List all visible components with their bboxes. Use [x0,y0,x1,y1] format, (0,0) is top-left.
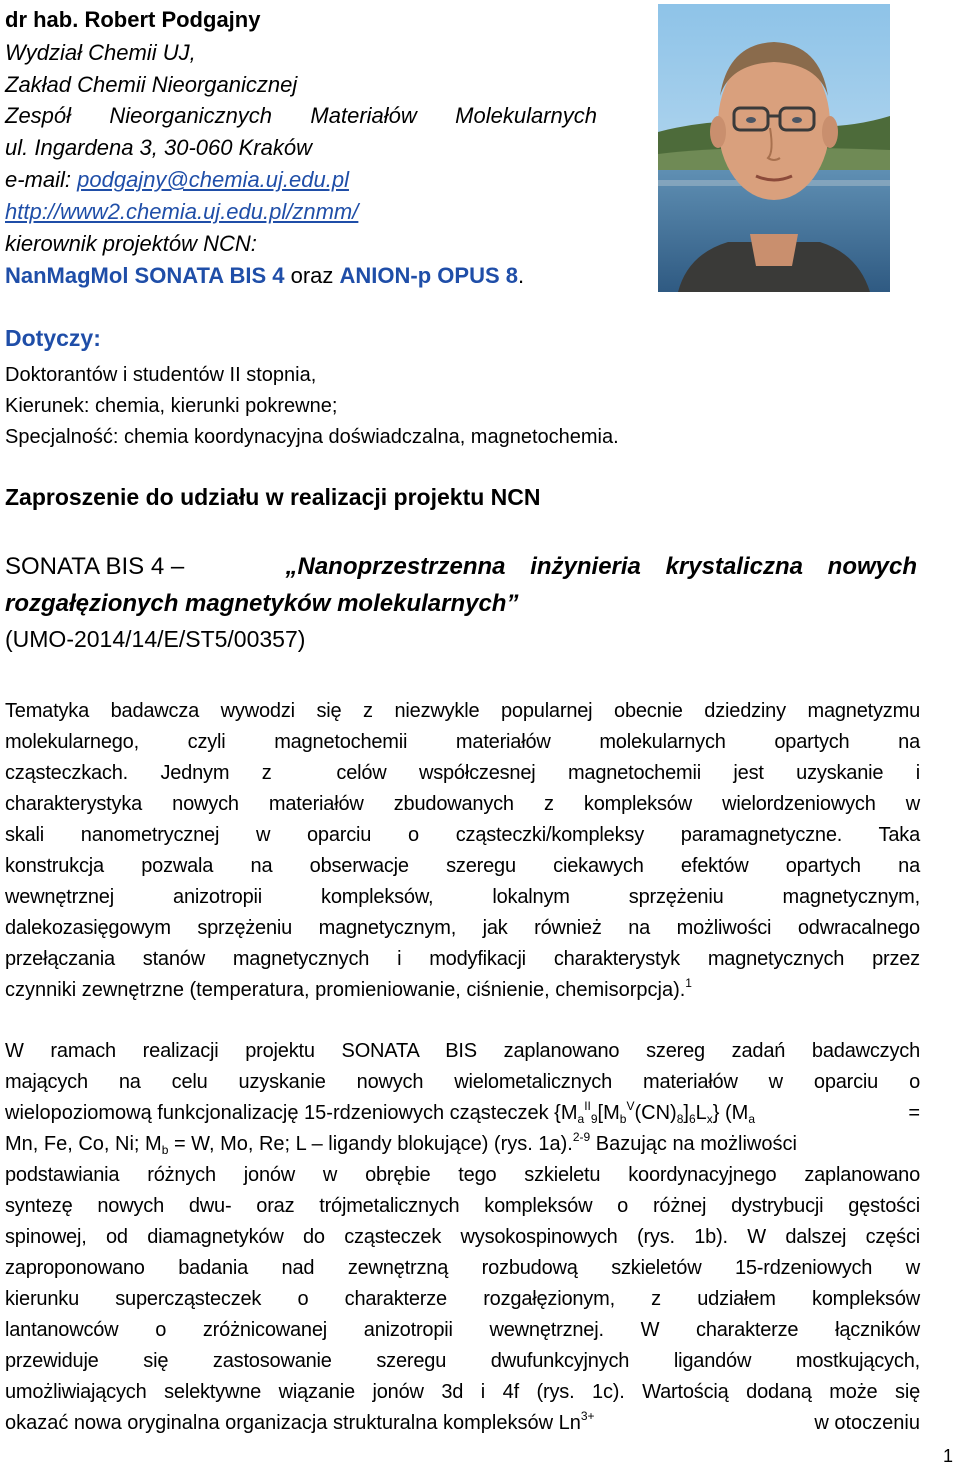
formula-part: = [908,1102,920,1124]
p1-line: Tematyka badawcza wywodzi się z niezwykle popularnej obecnie dziedziny magnetyzmu [5,700,920,722]
formula-part: ] [683,1102,689,1124]
website-link[interactable]: http://www2.chemia.uj.edu.pl/znmm/ [5,199,359,224]
p1-line: cząsteczkach. Jednym z celów współczesnej magnetochemii jest uzyskanie i [5,762,920,784]
subscript: 8 [676,1112,684,1126]
project-title-part-1: „Nanoprzestrzenna inżynieria krystaliczna nowych [285,553,917,580]
footnote-ref: 1 [685,976,692,990]
project-link-opus[interactable]: ANION-p OPUS 8 [339,263,518,288]
p2-line: lantanowców o zróżnicowanej anizotropii wewnętrznej. W charakterze łączników [5,1319,920,1341]
p2-line: podstawiania różnych jonów w obrębie tego szkieletu koordynacyjnego zaplanowano [5,1164,920,1186]
concerns-line-3: Specjalność: chemia koordynacyjna doświadczalna, magnetochemia. [5,426,619,448]
p2-line: umożliwiających selektywne wiązanie jonów 3d i 4f (rys. 1c). Wartością dodaną może się [5,1381,920,1403]
subscript: b [619,1112,627,1126]
address: ul. Ingardena 3, 30-060 Kraków [5,135,312,160]
email-line [5,164,349,195]
superscript: V [626,1099,635,1113]
faculty: Wydział Chemii UJ, [5,40,196,65]
p1-line: skali nanometrycznej w oparciu o cząsteczki/kompleksy paramagnetyczne. Taka [5,824,920,846]
superscript: II [584,1099,591,1113]
subscript: x [706,1112,713,1126]
page-number: 1 [943,1446,954,1466]
team: Zespół Nieorganicznych Materiałów Molekularnych [5,103,597,128]
p1-line: charakterystyka nowych materiałów zbudowanych z kompleksów wielordzeniowych w [5,793,920,815]
text-part: = W, Mo, Re; L – ligandy blokujące) (rys. 1a). [168,1133,573,1155]
p1-last-line [5,975,692,1006]
footnote-ref: 2-9 [572,1130,591,1144]
subscript: a [748,1112,755,1126]
p2-line: spinowej, od diamagnetyków do cząsteczek wysokospinowych (rys. 1b). W dalszej części [5,1226,920,1248]
concerns-title: Dotyczy: [5,325,101,351]
subscript: b [161,1143,169,1157]
concerns-line-1: Doktorantów i studentów II stopnia, [5,364,317,386]
formula-text [5,1098,755,1129]
formula-part: [M [597,1102,620,1124]
project-title-line-2: rozgałęzionych magnetyków molekularnych” [5,590,519,617]
email-label: e-mail: [5,167,78,192]
formula-part: } (M [712,1102,749,1124]
formula-part: (CN) [634,1102,677,1124]
p1-line: przełączania stanów magnetycznych i modyfikacji charakterystyk magnetycznych przez [5,948,920,970]
website-line [5,196,358,227]
projects-line [5,260,524,291]
subscript: 9 [590,1112,598,1126]
project-title-line-1 [5,553,917,581]
text-part: okazać nowa oryginalna organizacja strukturalna kompleksów Ln [5,1412,581,1434]
subscript: 6 [688,1112,696,1126]
p2-line-4 [5,1129,797,1160]
p1-last-text: czynniki zewnętrzne (temperatura, promieniowanie, ciśnienie, chemisorpcja). [5,979,686,1001]
p2-line: mających na celu uzyskanie nowych wielometalicznych materiałów w oparciu o [5,1071,920,1093]
p2-line: zaproponowano badania nad zewnętrzną rozbudową szkieletów 15-rdzeniowych w [5,1257,920,1279]
p2-formula-line [5,1098,920,1129]
p2-line: kierunku supercząsteczek o charakterze rozgałęzionym, z udziałem kompleksów [5,1288,920,1310]
author-name: dr hab. Robert Podgajny [5,7,261,32]
formula-part: wielopoziomową funkcjonalizację 15-rdzeniowych cząsteczek {M [5,1102,578,1124]
concerns-line-2: Kierunek: chemia, kierunki pokrewne; [5,395,338,417]
project-code: (UMO-2014/14/E/ST5/00357) [5,626,306,652]
formula-part: L [695,1102,707,1124]
p1-line: konstrukcja pozwala na obserwacje szeregu ciekawych efektów opartych na [5,855,920,877]
project-prefix: SONATA BIS 4 – [5,553,185,580]
superscript: 3+ [580,1409,595,1423]
invitation-title: Zaproszenie do udziału w realizacji projektu NCN [5,484,541,510]
p2-line: przewiduje się zastosowanie szeregu dwufunkcyjnych ligandów mostkujących, [5,1350,920,1372]
p2-line: syntezę nowych dwu- oraz trójmetalicznych kompleksów o różnej dystrybucji gęstości [5,1195,920,1217]
p2-last-line [5,1408,920,1439]
text-part: Mn, Fe, Co, Ni; M [5,1133,162,1155]
author-photo [658,4,890,292]
role: kierownik projektów NCN: [5,231,257,256]
projects-period: . [518,263,525,288]
projects-connector: oraz [284,263,340,288]
text-part: Bazując na możliwości [590,1133,797,1155]
p1-line: molekularnego, czyli magnetochemii materiałów molekularnych opartych na [5,731,920,753]
p1-line: dalekozasięgowym sprzężeniu magnetycznym, jak również na możliwości odwracalnego [5,917,920,939]
text-part: w otoczeniu [814,1412,920,1434]
p1-line: wewnętrznej anizotropii kompleksów, lokalnym sprzężeniu magnetycznym, [5,886,920,908]
last-line-main [5,1408,595,1439]
department: Zakład Chemii Nieorganicznej [5,72,298,97]
project-link-sonata[interactable]: NanMagMol SONATA BIS 4 [5,263,285,288]
email-link[interactable]: podgajny@chemia.uj.edu.pl [77,167,349,192]
subscript: a [577,1112,585,1126]
p2-line: W ramach realizacji projektu SONATA BIS zaplanowano szereg zadań badawczych [5,1040,920,1062]
